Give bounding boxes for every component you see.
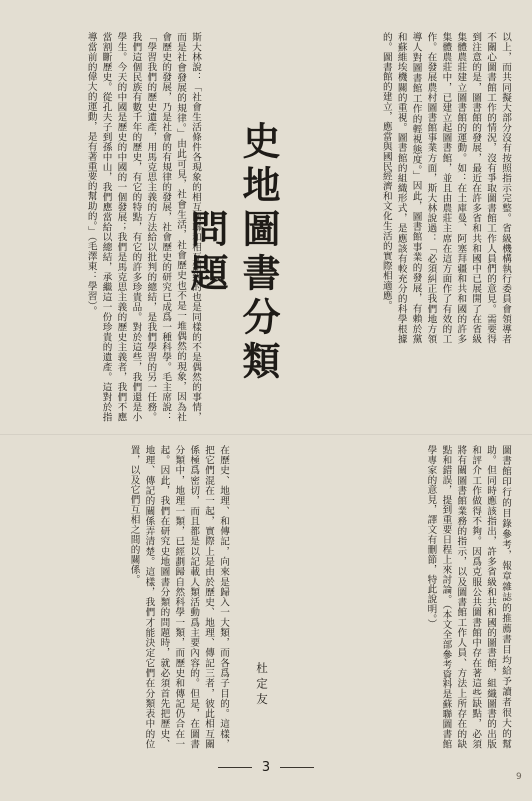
footer-rule-right — [280, 767, 314, 768]
corner-mark: 9 — [516, 772, 522, 782]
text-column-bottom-left: 在歷史、地理、和傳記，向來是歸入一大類，而各爲子目的。這樣，把它們混在一起，實際上是由於歷史、地理、傳記三者，彼此相互關係極爲密切，而且都是以記載人類活動爲主要內容的。但是，在圖書分類中，地理一類，已經劃歸自然科學一類，而歷史和傳記仍合在一起。因此，我們在研究史地圖書分類的問題時，就必須首先把歷史、地理、傳記的關係弄清楚。這樣，我們才能決定它們在分類表中的位置，以及它們互相之間的關係。 — [128, 445, 229, 749]
article-title: 史地圖書分類問題 — [184, 121, 280, 385]
text-column-top-right: 以上，而共同擬大部分沒有按照指示完整。省級機構執行委員會領導者不關心圖書館工作的情況，沒有爭取圖書館工作人員們的意見。需要得到注意的是，圖書館的發展，最近在許多省和共和國中已展開了在省級集體農莊建立圖書館的運動。如：在土庫曼、阿塞拜疆和共和國的許多集體農莊中，已建立起圖書館，並且由農莊主席在這方面作了有效的工作。在發展農村圖書館事業方面，斯大林說過：「必須糾正我們地方領導人對圖書館工作的輕視態度。」因此，圖書館事業的發展，有賴於黨和蘇維埃機關的重視。圖書館的組織形式，是應該有較充分的科學根據的。圖書館的建立，應當與國民經濟和文化生活的實際相適應。 — [380, 32, 511, 344]
text-column-bottom-right: 圖書館印行的目錄參考，報章雜誌的推薦書目均給予讀者很大的幫助。但同時應該指出，許多省級和共和國的圖書館，組織圖書的出版和評介工作做得不夠。因爲克服公共圖書館中存在著這些缺點，必須將有關圖書館業務的指示，以及圖書館工作人員、方法上所存在的缺點和錯誤，提到重要日程上來討論。（本文全部參考資料是蘇聯圖書館學專家的意見，譯文有刪節，特此說明。） — [425, 445, 511, 749]
footer-rule-left — [218, 767, 252, 768]
section-divider — [0, 434, 532, 435]
page-footer — [0, 760, 532, 775]
text-column-top-left: 斯大林說：「社會生活條件各現象的相互關聯和相互制約的也是同樣的不是偶然的事情，而是社會發展的規律。」由此可見，社會生活，社會歷史也不是一堆偶然的現象，因為社會歷史的發展，乃是社會的有規律的發展，社會歷史的研究已成爲一種科學。毛主席說：「學習我們的歷史遺產，用馬克思主義的方法給以批判的總結，是我們學習的另一任務。我們這個民族有數千年的歷史，有它的特點，有它的許多珍貴品。對於這些，我們還是小學生。今天的中國是歷史的中國的一個發展；我們是馬克思主義的歷史主義者，我們不應當割斷歷史。從孔夫子到孫中山，我們應當給以總結，承繼這一份珍貴的遺產。這對於指導當前的偉大的運動，是有著重要的幫助的。」（毛澤東：學習）。 — [85, 32, 201, 422]
article-author: 杜定友 — [255, 661, 269, 709]
page-number: 3 — [261, 760, 271, 775]
